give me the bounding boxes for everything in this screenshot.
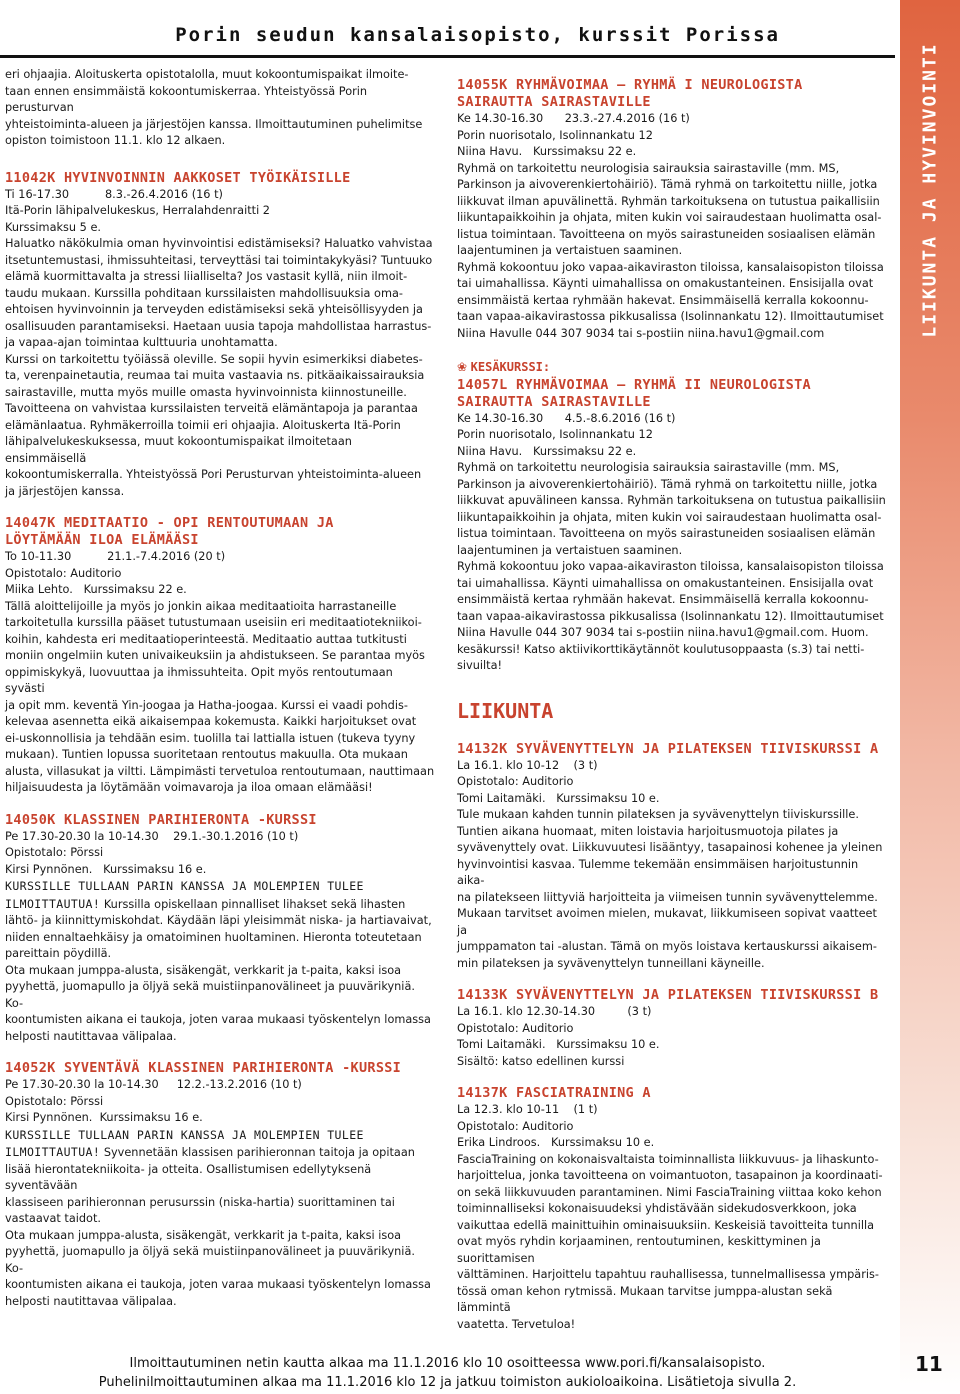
- course-description: KURSSILLE TULLAAN PARIN KANSSA JA MOLEMPIEN TULEE ILMOITTAUTUA! Kurssilla opiskellaan pinnalliset lihakset sekä lihasten lähtö- ja kiinnittymiskohdat. Käydään läpi yleisimmät niska- ja hartiavaivat, niiden ennaltaehkäisy ja omatoiminen huoltaminen. Hieronta toteutetaan pareittain pöydillä. Ota mukaan jumppa-alusta, sisäkengät, verkkarit ja t-paita, kaksi isoa pyyhettä, juomapullo ja öljyä sekä muistiinpanovälineet ja puuvärikyniä. Ko- koontumisten aikana ei taukoja, joten varaa mukaasi työskentelyn lomassa helposti nautittavaa välipalaa.: [5, 879, 432, 1043]
- course-14132K: [457, 741, 887, 973]
- course-14055K: [457, 77, 887, 342]
- course-description: Tällä aloittelijoille ja myös jo jonkin aikaa meditaatioita harrastaneille tarkoitetulla kurssilla pääset tutustumaan useisiin eri meditaatiotekniikoi- koihin, kahdesta eri meditaatioperinteestä. Meditaatio auttaa tutkitusti moniin ongelmiin kuten univaikeuksiin ja ahdistukseen. Se parantaa myös oppimiskykyä, luovuuttaa ja ihmissuhteita. Opit myös rentoutumaan syvästi ja opit mm. keventä Yin-joogaa ja Hatha-joogaa. Kurssi ei vaadi pohdis- kelevaa asennetta eikä aikaisempaa kokemusta. Kaikki harjoitukset ovat ei-uskonnollisia ja tehdään esim. tuolilla tai lattialla istuen (tukeva tyyny mukaan). Tuntien lopussa suoritetaan rentoutus makuulla. Ota mukaan alusta, villasukat ja viltti. Lämpimästi tervetuloa rentoutumaan, nauttimaan hiljaisuudesta ja löytämään voimavaroja ja iloa omaan elämääsi!: [5, 599, 435, 794]
- course-meta: Ke 14.30-16.30 4.5.-8.6.2016 (16 t) Porin nuorisotalo, Isolinnankatu 12 Niina Havu. Kurssimaksu 22 e.: [457, 411, 676, 458]
- course-heading: 14055K RYHMÄVOIMAA – RYHMÄ I NEUROLOGISTA SAIRAUTTA SAIRASTAVILLE: [457, 77, 803, 110]
- course-description: FasciaTraining on kokonaisvaltaista toiminnallista liikkuvuus- ja lihaskunto- harjoittelua, jonka tavoitteena on voimantuoton, tasapainon ja koordinaati- on sekä liikkuvuuden parantaminen. Nimi FasciaTraining viittaa koko kehon toiminnalliseksi kokonaisuudeksi yhdistävään sidekudosverkkoon, joka vaikuttaa edellä mainittuihin ominaisuuksiin. Keskeisiä tavoitteita tunnilla ovat myös ryhdin korjaaminen, rentoutuminen, keskittyminen ja suorittamisen välttäminen. Harjoittelu tapahtuu rauhallisessa, tunnelmallisessa ympäris- tössä oman kehon rytmissä. Mukaan tarvitse jumppa-alustan sekä lämmintä vaatetta. Tervetuloa!: [457, 1152, 883, 1331]
- course-description: Ryhmä on tarkoitettu neurologisia sairauksia sairastaville (mm. MS, Parkinson ja aivoverenkiertohäiriö). Tämä ryhmä on tarkoitettu niille, jotka liikkuvat ilman apuvälinettä. Ryhmän tarkoituksena on tutustua paikallisiin liikuntapaikkoihin ja ohjata, miten kukin voi sairaudestaan huolimatta osal- listua toimintaan. Tavoitteena on myös sairastuneiden sosiaalisen elämän laajentuminen ja vertaistuen saaminen. Ryhmä kokoontuu joko vapaa-aikaviraston tiloissa, kansalaisopiston tiloissa tai uimahallissa. Käynti uimahallissa on omakustanteinen. Ensisijalla ovat ensimmäistä kertaa ryhmään hakevat. Ensimmäisellä kerralla kokoonnu- taan vapaa-aikavirastossa pikkusalissa (Isolinnankatu 12). Ilmoittautumiset Niina Havulle 044 307 9034 tai s-postiin niina.havu1@gmail.com: [457, 161, 884, 340]
- course-14042K: [5, 170, 435, 501]
- intro-text: eri ohjaajia. Aloituskerta opistotalolla, muut kokoontumispaikat ilmoite- taan ennen ensimmäistä kokoontumiskerraa. Yhteistyössä Porin perusturvan yhteistoiminta-alueen ja järjestöjen kanssa. Ilmoittautuminen puhelimitse opiston toimistoon 11.1. klo 12 alkaen.: [5, 68, 423, 147]
- summer-course-label: ❀ KESÄKURSSI:: [457, 360, 551, 374]
- course-meta: Pe 17.30-20.30 la 10-14.30 29.1.-30.1.2016 (10 t) Opistotalo: Pörssi Kirsi Pynnönen. Kurssimaksu 16 e.: [5, 829, 299, 876]
- header-rule: [0, 55, 895, 58]
- course-description: Tule mukaan kahden tunnin pilateksen ja syvävenyttelyn tiiviskurssille. Tuntien aikana huomaat, miten loistavia harjoitusmuotoja pilates ja syvävenyttely ovat. Liikkuvuutesi lisääntyy, tasapainosi kohenee ja yleinen hyvinvointisi kasvaa. Tulemme tekemään ensimmäisen harjoitustunnin aika- na pilatekseen liittyviä harjoitteita ja viimeisen tunnin syvävenyttelemme. Mukaan tarvitset avoimen mielen, mukavat, liikkumiseen sopivat vaatteet ja jumppamaton tai -alustan. Tämä on myös loistava kertauskurssi aikaisem- min pilateksen ja syvävenyttelyn tunneillani käyneille.: [457, 808, 883, 970]
- flower-icon: ❀: [457, 360, 468, 374]
- course-description: KURSSILLE TULLAAN PARIN KANSSA JA MOLEMPIEN TULEE ILMOITTAUTUA! Syvennetään klassisen parihieronnan taitoja ja opitaan lisää hierontatekniikoita- ja otteita. Osallistumisen edellytyksenä syventävään klassiseen parihieronnan perusurssin (niska-hartia) suorittaminen tai vastaavat taidot. Ota mukaan jumppa-alusta, sisäkengät, verkkarit ja t-paita, kaksi isoa pyyhettä, juomapullo ja öljyä sekä muistiinpanovälineet ja puuvärikyniä. Ko- koontumisten aikana ei taukoja, joten varaa mukaasi työskentelyn lomassa helposti nautittavaa välipalaa.: [5, 1127, 431, 1308]
- course-meta: La 16.1. klo 12.30-14.30 (3 t) Opistotalo: Auditorio Tomi Laitamäki. Kurssimaksu 10 e. Sisältö: katso edellinen kurssi: [457, 1005, 660, 1068]
- course-14052K: [5, 1060, 435, 1310]
- course-meta: Ti 16-17.30 8.3.-26.4.2016 (16 t) Itä-Porin lähipalvelukeskus, Herralahdenraitti 2 Kurssimaksu 5 e.: [5, 187, 270, 234]
- course-14057L: [457, 359, 887, 675]
- course-meta: La 12.3. klo 10-11 (1 t) Opistotalo: Auditorio Erika Lindroos. Kurssimaksu 10 e.: [457, 1103, 655, 1149]
- course-meta: Ke 14.30-16.30 23.3.-27.4.2016 (16 t) Porin nuorisotalo, Isolinnankatu 12 Niina Havu. Kurssimaksu 22 e.: [457, 112, 690, 158]
- footer-online-registration: Ilmoittautuminen netin kautta alkaa ma 11.1.2016 klo 10 osoitteessa www.pori.fi/kansalaisopisto.: [129, 1356, 766, 1371]
- course-14137K: [457, 1085, 887, 1333]
- course-description: Ryhmä on tarkoitettu neurologisia sairauksia sairastaville (mm. MS, Parkinson ja aivoverenkiertohäiriö). Tämä ryhmä on tarkoitettu niille, jotka liikkuvat apuvälineen kanssa. Ryhmän tarkoituksena on tutustua paikallisiin liikuntapaikkoihin ja ohjata, miten kukin voi sairaudestaan huolimatta osal- listua toimintaan. Tavoitteena on myös sairastuneiden sosiaalisen elämän laajentuminen ja vertaistuen saaminen. Ryhmä kokoontuu joko vapaa-aikaviraston tiloissa, kansalaisopiston tiloissa tai uimahallissa. Käynti uimahallissa on omakustanteinen. Ensisijalla ovat ensimmäistä kertaa ryhmään hakevat. Ensimmäisellä kerralla kokoonnu- taan vapaa-aikavirastossa pikkusalissa (Isolinnankatu 12). Ilmoittautumiset Niina Havulle 044 307 9034 tai s-postiin niina.havu1@gmail.com. Huom. kesäkurssi! Katso aktiivikorttikäytännöt koulutusoppaasta (s.3) tai netti- sivuilta!: [457, 461, 886, 672]
- footer-phone-registration: Puhelinilmoittautuminen alkaa ma 11.1.2016 klo 12 ja jatkuu toimiston aukioloaikoina. Lisätietoja sivulla 2.: [98, 1375, 797, 1390]
- page-number: 11: [915, 1352, 943, 1376]
- pair-notice: KURSSILLE TULLAAN PARIN KANSSA JA MOLEMPIEN TULEE: [5, 879, 364, 893]
- pair-notice: KURSSILLE TULLAAN PARIN KANSSA JA MOLEMPIEN TULEE: [5, 1127, 364, 1142]
- course-heading: 11042K HYVINVOINNIN AAKKOSET TYÖIKÄISILLE: [5, 169, 351, 186]
- course-heading: 14057L RYHMÄVOIMAA – RYHMÄ II NEUROLOGISTA SAIRAUTTA SAIRASTAVILLE: [457, 376, 811, 410]
- course-description: Haluatko näkökulmia oman hyvinvointisi edistämiseksi? Haluatko vahvistaa itsetuntemustasi, ihmissuhteitasi, terveyttäsi tai toimintakykyäsi? Tuntuuko elämä kuormittavalta ja stressi liialliselta? Jos vastasit kyllä, niin ilmoit- taudu mukaan. Kurssilla pohditaan kurssilaisten mahdollisuuksia oma- ehtoisen hyvinvoinnin ja terveyden edistämiseksi sekä yhteisöllisyyden ja osallisuuden parantamiseksi. Haetaan uusia tapoja mahdollistaa harrastus- ja vapaa-ajan toimintaa kulttuuria unohtamatta. Kurssi on tarkoitettu työiässä oleville. Se sopii hyvin esimerkiksi diabetes- ta, verenpainetautia, reumaa tai muita vastaavia ns. pitkäaikaissairauksia sairastaville, mutta myös muille omasta hyvinvoinnista kiinnostuneille. Tavoitteena on vahvistaa kurssilaisten terveitä elämäntapoja ja parantaa elämänlaatua. Ryhmäkerroilla toimii eri ohjaajia. Aloituskerta Itä-Porin lähipalvelukeskuksessa, muut kokoontumispaikat ilmoitetaan ensimmäisellä kokoontumiskerralla. Yhteistyössä Pori Perusturvan yhteistoiminta-alueen ja järjestöjen kanssa.: [5, 237, 433, 498]
- course-14047K: [5, 515, 435, 797]
- course-heading: 14137K FASCIATRAINING A: [457, 1085, 651, 1101]
- course-14050K: [5, 812, 435, 1046]
- right-column: [457, 77, 887, 1333]
- course-14133K: [457, 987, 887, 1070]
- course-meta: La 16.1. klo 10-12 (3 t) Opistotalo: Auditorio Tomi Laitamäki. Kurssimaksu 10 e.: [457, 758, 660, 805]
- page-header: [0, 24, 895, 52]
- course-heading: 14050K KLASSINEN PARIHIERONTA -KURSSI: [5, 811, 317, 828]
- course-heading: 14047K MEDITAATIO - OPI RENTOUTUMAAN JA LÖYTÄMÄÄN ILOA ELÄMÄÄSI: [5, 515, 334, 548]
- header-title: Porin seudun kansalaisopisto, kurssit Porissa: [175, 24, 780, 46]
- course-heading: 14132K SYVÄVENYTTELYN JA PILATEKSEN TIIVISKURSSI A: [457, 740, 879, 757]
- section-title-liikunta: LIIKUNTA: [457, 698, 554, 723]
- course-heading: 14133K SYVÄVENYTTELYN JA PILATEKSEN TIIVISKURSSI B: [457, 987, 879, 1003]
- course-heading: 14052K SYVENTÄVÄ KLASSINEN PARIHIERONTA -KURSSI: [5, 1060, 402, 1076]
- pair-notice: ILMOITTAUTUA!: [5, 1145, 101, 1159]
- side-section-label: LIIKUNTA JA HYVINVOINTI: [919, 42, 941, 338]
- course-meta: To 10-11.30 21.1.-7.4.2016 (20 t) Opistotalo: Auditorio Miika Lehto. Kurssimaksu 22 e.: [5, 550, 226, 596]
- left-column: [5, 67, 435, 1310]
- course-meta: Pe 17.30-20.30 la 10-14.30 12.2.-13.2.2016 (10 t) Opistotalo: Pörssi Kirsi Pynnönen. Kurssimaksu 16 e.: [5, 1078, 302, 1124]
- pair-notice: ILMOITTAUTUA!: [5, 896, 101, 911]
